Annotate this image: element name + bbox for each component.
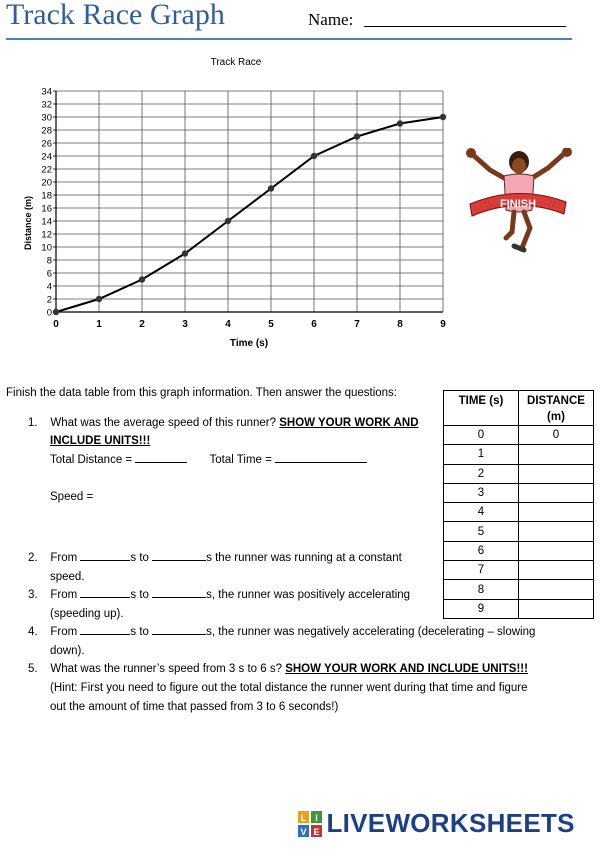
y-tick-label: 16 — [41, 203, 52, 215]
data-point — [139, 276, 145, 282]
question-1 — [28, 414, 419, 432]
page-title: Track Race Graph — [6, 0, 225, 31]
q4-from-label: From — [50, 626, 78, 638]
distance-header-line2: (m) — [547, 411, 565, 423]
speed-label: Speed = — [50, 491, 94, 503]
q1-text: What was the average speed of this runner? — [50, 417, 277, 429]
q2-from-label: From — [50, 552, 78, 564]
distance-cell: 0 — [519, 426, 594, 445]
track-race-chart — [0, 48, 450, 353]
time-cell: 1 — [444, 445, 519, 464]
q4-rest-text: s, the runner was negatively accelerating (decelerating – slowing — [206, 626, 536, 638]
y-tick-label: 2 — [46, 294, 52, 306]
q3-start-input[interactable] — [80, 587, 130, 598]
table-row — [444, 522, 594, 541]
q3-continued: (speeding up). — [50, 608, 124, 620]
time-cell: 8 — [444, 580, 519, 599]
distance-cell[interactable] — [519, 580, 594, 599]
data-point — [440, 114, 446, 120]
q3-s-to-label: s to — [130, 589, 149, 601]
q1-emphasis-1: SHOW YOUR WORK AND — [279, 417, 419, 429]
data-point — [225, 218, 231, 224]
logo-letter-v: V — [300, 826, 307, 837]
name-field[interactable] — [364, 26, 566, 27]
liveworksheets-logo-icon — [298, 811, 322, 837]
y-tick-label: 32 — [41, 99, 52, 111]
q5-text: What was the runner’s speed from 3 s to 6 s? — [50, 663, 282, 675]
distance-cell[interactable] — [519, 483, 594, 502]
q1-emphasis-2: INCLUDE UNITS!!! — [50, 435, 151, 447]
distance-cell[interactable] — [519, 599, 594, 618]
q5-emphasis: SHOW YOUR WORK AND INCLUDE UNITS!!! — [285, 663, 528, 675]
data-point — [354, 133, 360, 139]
y-tick-label: 12 — [41, 229, 52, 241]
y-tick-label: 8 — [46, 255, 52, 267]
data-point — [268, 185, 274, 191]
time-cell: 9 — [444, 599, 519, 618]
y-tick-label: 14 — [41, 216, 52, 228]
distance-cell[interactable] — [519, 503, 594, 522]
distance-header-line1: DISTANCE — [527, 395, 585, 407]
x-tick-label: 2 — [139, 319, 145, 330]
time-cell: 5 — [444, 522, 519, 541]
question-2 — [28, 549, 402, 567]
logo-letter-e: E — [313, 826, 320, 837]
liveworksheets-brand — [298, 808, 575, 839]
x-tick-label: 7 — [354, 319, 360, 330]
x-tick-label: 9 — [440, 319, 446, 330]
time-cell: 4 — [444, 503, 519, 522]
time-cell: 3 — [444, 483, 519, 502]
header-divider — [6, 38, 572, 40]
q2-number: 2. — [28, 552, 38, 564]
chart-title: Track Race — [210, 57, 262, 68]
y-tick-label: 26 — [41, 138, 52, 150]
y-tick-label: 4 — [46, 281, 52, 293]
logo-letter-l: L — [300, 812, 307, 823]
q4-end-input[interactable] — [152, 624, 206, 635]
instructions-text: Finish the data table from this graph information. Then answer the questions: — [6, 387, 398, 399]
q3-number: 3. — [28, 589, 38, 601]
data-point — [53, 309, 59, 315]
x-tick-label: 8 — [397, 319, 403, 330]
liveworksheets-wordmark: LIVEWORKSHEETS — [326, 808, 575, 838]
distance-cell[interactable] — [519, 541, 594, 560]
q3-from-label: From — [50, 589, 78, 601]
total-distance-label: Total Distance = — [50, 454, 133, 466]
table-row — [444, 464, 594, 483]
table-row — [444, 445, 594, 464]
x-tick-label: 1 — [96, 319, 102, 330]
distance-cell[interactable] — [519, 445, 594, 464]
time-cell: 0 — [444, 426, 519, 445]
q3-rest-text: s, the runner was positively accelerating — [206, 589, 411, 601]
q2-end-input[interactable] — [152, 550, 206, 561]
y-tick-label: 34 — [41, 86, 52, 98]
q2-continued: speed. — [50, 571, 85, 583]
q5-hint-line-2: out the amount of time that passed from 3 to 6 seconds!) — [50, 701, 339, 713]
table-row — [444, 580, 594, 599]
y-tick-label: 20 — [41, 177, 52, 189]
finish-banner-text: FINISH — [499, 198, 537, 210]
y-tick-label: 28 — [41, 125, 52, 137]
data-point — [397, 120, 403, 126]
q2-start-input[interactable] — [80, 550, 130, 561]
question-5 — [28, 660, 528, 678]
y-tick-label: 6 — [46, 268, 52, 280]
question-3 — [28, 586, 410, 604]
q4-s-to-label: s to — [130, 626, 149, 638]
table-row — [444, 561, 594, 580]
finish-line-runner-icon — [462, 148, 574, 258]
q3-end-input[interactable] — [152, 587, 206, 598]
data-table — [443, 390, 594, 619]
q4-start-input[interactable] — [80, 624, 130, 635]
q2-s-to-label: s to — [130, 552, 149, 564]
q5-hint-line-1: (Hint: First you need to figure out the total distance the runner went during that time and figure — [50, 682, 528, 694]
q4-continued: down). — [50, 645, 85, 657]
distance-cell[interactable] — [519, 561, 594, 580]
y-tick-label: 18 — [41, 190, 52, 202]
q5-number: 5. — [28, 663, 38, 675]
total-distance-input[interactable] — [135, 452, 187, 463]
x-tick-label: 4 — [225, 319, 231, 330]
data-point — [182, 250, 188, 256]
time-cell: 7 — [444, 561, 519, 580]
y-tick-label: 30 — [41, 112, 52, 124]
q4-number: 4. — [28, 626, 38, 638]
y-tick-label: 24 — [41, 151, 52, 163]
distance-cell[interactable] — [519, 464, 594, 483]
y-tick-label: 10 — [41, 242, 52, 254]
question-4 — [28, 623, 535, 641]
x-axis-label: Time (s) — [229, 338, 269, 349]
logo-letter-i: I — [315, 812, 318, 823]
y-tick-label: 22 — [41, 164, 52, 176]
y-tick-label: 0 — [46, 307, 52, 319]
table-row — [444, 483, 594, 502]
x-tick-label: 0 — [53, 319, 59, 330]
chart-grid — [56, 91, 443, 312]
data-point — [96, 296, 102, 302]
distance-cell[interactable] — [519, 522, 594, 541]
table-header-time: TIME (s) — [444, 391, 519, 426]
y-axis-label: Distance (m) — [23, 195, 33, 251]
table-row — [444, 426, 594, 445]
table-header-distance — [519, 391, 594, 426]
table-row — [444, 503, 594, 522]
x-tick-label: 3 — [182, 319, 188, 330]
data-point — [311, 153, 317, 159]
x-tick-label: 6 — [311, 319, 317, 330]
total-time-label: Total Time = — [209, 454, 272, 466]
total-time-input[interactable] — [275, 452, 367, 463]
time-cell: 2 — [444, 464, 519, 483]
q2-rest-text: s the runner was running at a constant — [206, 552, 402, 564]
q1-number: 1. — [28, 417, 38, 429]
table-row — [444, 599, 594, 618]
series-line-distance — [56, 117, 443, 312]
time-cell: 6 — [444, 541, 519, 560]
name-label: Name: — [308, 10, 354, 29]
table-row — [444, 541, 594, 560]
x-tick-label: 5 — [268, 319, 274, 330]
